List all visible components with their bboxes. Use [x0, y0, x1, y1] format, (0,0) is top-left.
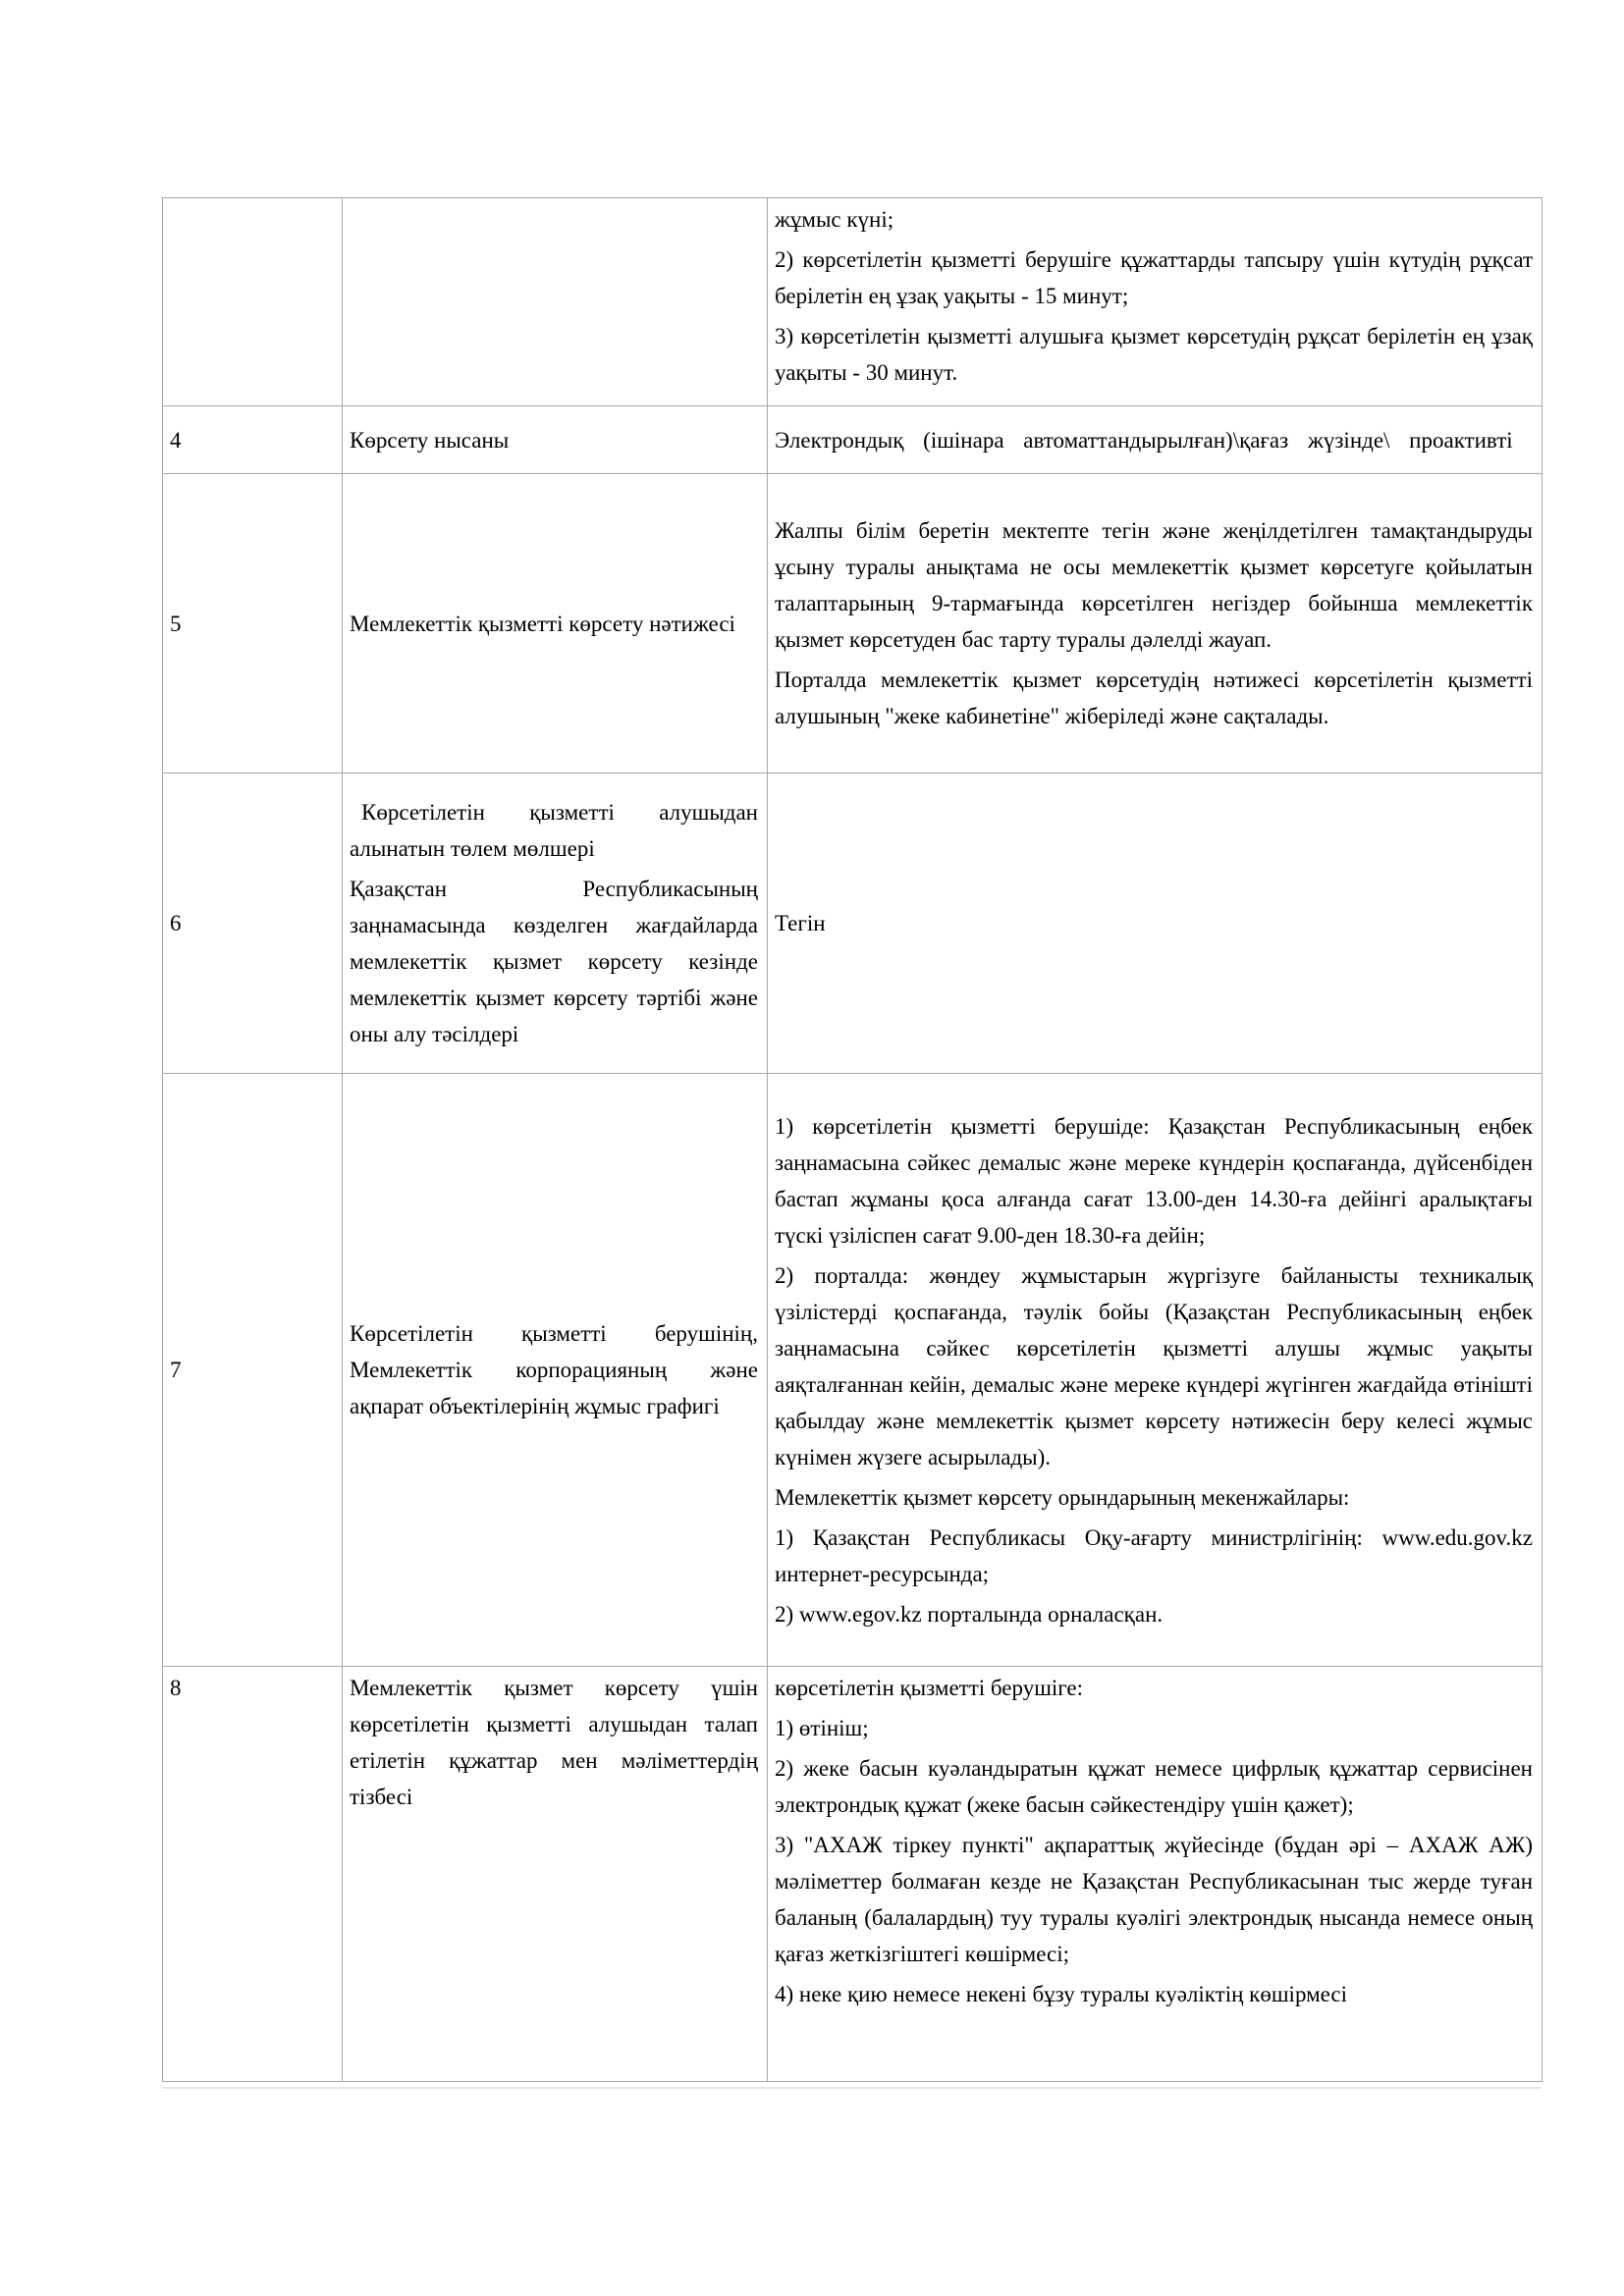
- paragraph: 3) "АХАЖ тіркеу пункті" ақпараттық жүйесінде (бұдан әрі – АХАЖ АЖ) мәліметтер болмаған кезде не Қазақстан Республикасынан тыс жерде туған баланың (балалардың) туу туралы куәлігі электрондық нысанда немесе оның қағаз жеткізгіштегі көшірмесі;: [775, 1833, 1533, 1966]
- paragraph: 1) өтініш;: [775, 1716, 869, 1740]
- paragraph: Мемлекеттік қызмет көрсету үшін көрсетілетін қызметті алушыдан талап етілетін құжаттар мен мәліметтердің тізбесі: [350, 1676, 758, 1809]
- paragraph: 1) Қазақстан Республикасы Оқу-ағарту министрлігінің: www.edu.gov.kz интернет-ресурсында;: [775, 1524, 1533, 1586]
- paragraph: Жалпы білім беретін мектепте тегін және жеңілдетілген тамақтандыруды ұсыну туралы анықтама не осы мемлекеттік қызмет көрсетуге қойылатын талаптарының 9-тармағында көрсетілген негіздер бойынша мемлекеттік қызмет көрсетуден бас тарту туралы дәлелді жауап.: [775, 518, 1533, 652]
- paragraph: Мемлекеттік қызметті көрсету нәтижесі: [350, 611, 735, 636]
- paragraph: 3) көрсетілетін қызметті алушыға қызмет көрсетудің рұқсат берілетін ең ұзақ уақыты - 30 минут.: [775, 324, 1533, 385]
- row-label-cell: [343, 198, 768, 406]
- row-content-cell: [768, 1667, 1543, 2082]
- row-label-cell: [343, 1074, 768, 1667]
- paragraph: Электрондық (ішінара автоматтандырылған)\қағаз жүзінде\ проактивті: [775, 427, 1513, 453]
- paragraph: 2) www.egov.kz порталында орналасқан.: [775, 1601, 1164, 1627]
- paragraph: Көрсетілетін қызметті алушыдан алынатын төлем мөлшері: [350, 800, 758, 861]
- row-content-cell: [768, 774, 1543, 1074]
- paragraph: 2) жеке басын куәландыратын құжат немесе цифрлық құжаттар сервисінен электрондық құжат (жеке басын сәйкестендіру үшін қажет);: [775, 1756, 1533, 1817]
- row-number-cell: [163, 198, 343, 406]
- paragraph: Порталда мемлекеттік қызмет көрсетудің нәтижесі көрсетілетін қызметті алушының "жеке кабинетіне" жіберіледі және сақталады.: [775, 667, 1533, 728]
- table-row: [163, 406, 1543, 474]
- paragraph: Мемлекеттік қызмет көрсету орындарының мекенжайлары:: [775, 1484, 1350, 1510]
- paragraph: жұмыс күні;: [775, 207, 894, 232]
- paragraph: Көрсетілетін қызметті берушінің, Мемлекеттік корпорацияның және ақпарат объектілерінің жұмыс графигі: [350, 1321, 758, 1418]
- row-content-cell: [768, 474, 1543, 774]
- row-label-cell: [343, 474, 768, 774]
- row-content-cell: [768, 198, 1543, 406]
- paragraph: 4) неке қию немесе некені бұзу туралы куәліктің көшірмесі: [775, 1982, 1348, 2006]
- paragraph: Көрсету нысаны: [350, 427, 510, 453]
- row-number-cell: 6: [163, 774, 343, 1074]
- table-row: [163, 774, 1543, 1074]
- row-number-cell: 7: [163, 1074, 343, 1667]
- row-label-cell: [343, 1667, 768, 2082]
- row-number-cell: 5: [163, 474, 343, 774]
- paragraph: 1) көрсетілетін қызметті берушіде: Қазақстан Республикасының еңбек заңнамасына сәйкес демалыс және мереке күндерін қоспағанда, дүйсенбіден бастап жұманы қоса алғанда сағат 13.00-ден 14.30-ға дейінгі аралықтағы түскі үзіліспен сағат 9.00-ден 18.30-ға дейін;: [775, 1113, 1533, 1248]
- table-row: [163, 1667, 1543, 2082]
- paragraph: Қазақстан Республикасының заңнамасында көзделген жағдайларда мемлекеттік қызмет көрсету кезінде мемлекеттік қызмет көрсету тәртібі және оны алу тәсілдері: [350, 877, 758, 1046]
- service-standard-table: [162, 197, 1543, 2082]
- table-bottom-shadow: [162, 2087, 1542, 2089]
- row-number-cell: 8: [163, 1667, 343, 2082]
- row-number-cell: 4: [163, 406, 343, 474]
- row-content-cell: [768, 1074, 1543, 1667]
- row-content-cell: [768, 406, 1543, 474]
- paragraph: көрсетілетін қызметті берушіге:: [775, 1676, 1084, 1700]
- table-row: [163, 198, 1543, 406]
- row-label-cell: [343, 774, 768, 1074]
- table-row: [163, 474, 1543, 774]
- table-row: [163, 1074, 1543, 1667]
- paragraph: Тегін: [775, 911, 826, 935]
- paragraph: 2) порталда: жөндеу жұмыстарын жүргізуге байланысты техникалық үзілістерді қоспағанда, тәулік бойы (Қазақстан Республикасының еңбек заңнамасына сәйкес көрсетілетін қызметті алушы жұмыс уақыты аяқталғаннан кейін, демалыс және мереке күндері жүгінген жағдайда өтінішті қабылдау және мемлекеттік қызмет көрсету нәтижесін беру келесі жұмыс күнімен жүзеге асырылады).: [775, 1262, 1533, 1469]
- row-label-cell: [343, 406, 768, 474]
- paragraph: 2) көрсетілетін қызметті берушіге құжаттарды тапсыру үшін күтудің рұқсат берілетін ең ұзақ уақыты - 15 минут;: [775, 247, 1533, 308]
